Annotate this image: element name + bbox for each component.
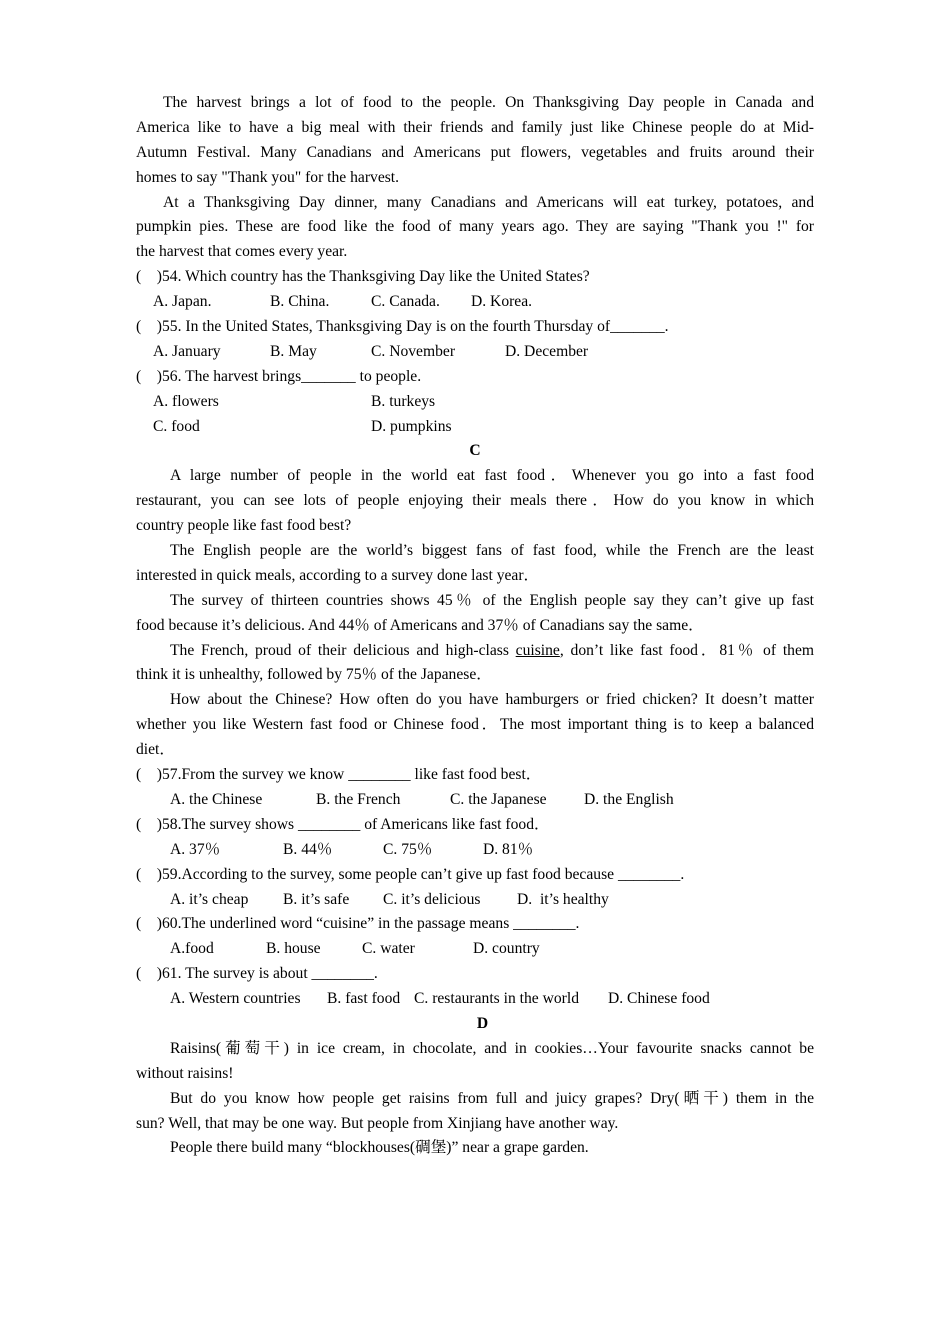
option-b: B. house [266, 940, 321, 958]
passage-line: But do you know how people get raisins from full and juicy grapes? Dry(晒干) them in the [170, 1089, 814, 1107]
passage-line: Autumn Festival. Many Canadians and Americans put flowers, vegetables and fruits around their [136, 143, 814, 161]
option-c: C. restaurants in the world [414, 990, 579, 1008]
option-c: C. 75％ [383, 840, 433, 858]
option-d: D. Korea. [471, 293, 533, 311]
option-d: D. country [473, 940, 540, 958]
option-c: C. Canada. [371, 293, 440, 311]
option-d: D. pumpkins [371, 417, 452, 435]
question-59-stem: ( )59.According to the survey, some people can’t give up fast food because ________. [136, 865, 685, 883]
section-c-heading: C [469, 442, 481, 460]
option-a: A. the Chinese [170, 790, 263, 808]
question-59-options [136, 888, 814, 913]
option-b: B. May [270, 342, 317, 360]
passage-line: food because it’s delicious. And 44％ of Americans and 37％ of Canadians say the same． [136, 616, 704, 634]
passage-line: pumpkin pies. These are food like the food of many years ago. They are saying "Thank you !" for [136, 218, 814, 236]
option-d: D. Chinese food [608, 990, 710, 1008]
question-60-stem: ( )60.The underlined word “cuisine” in the passage means ________. [136, 915, 580, 933]
passage-line: sun? Well, that may be one way. But people from Xinjiang have another way. [136, 1114, 619, 1132]
passage-line: restaurant, you can see lots of people enjoying their meals there．How do you know in which [136, 492, 814, 510]
passage-line: At a Thanksgiving Day dinner, many Canadians and Americans will eat turkey, potatoes, and [163, 193, 814, 211]
passage-line: America like to have a big meal with their friends and family just like Chinese people do at Mid- [136, 118, 814, 136]
option-c: C. the Japanese [450, 790, 547, 808]
passage-line: without raisins! [136, 1064, 234, 1082]
option-b: B. the French [316, 790, 401, 808]
option-c: C. it’s delicious [383, 890, 481, 908]
passage-text: , don’t like fast food．81％ of them [559, 641, 815, 659]
passage-line: The English people are the world’s biggest fans of fast food, while the French are the least [170, 542, 814, 560]
option-a: A. Western countries [170, 990, 301, 1008]
question-56-stem: ( )56. The harvest brings_______ to people. [136, 367, 422, 385]
question-56-options-row2 [136, 415, 814, 440]
option-a: A.food [170, 940, 214, 958]
option-b: B. 44％ [283, 840, 333, 858]
option-b: B. it’s safe [283, 890, 350, 908]
passage-line: A large number of people in the world eat fast food．Whenever you go into a fast food [170, 467, 814, 485]
section-d-heading: D [476, 1014, 489, 1032]
question-55-stem: ( )55. In the United States, Thanksgiving Day is on the fourth Thursday of_______. [136, 318, 669, 336]
worksheet-page [136, 91, 814, 1161]
passage-text: The French, proud of their delicious and high-class [170, 641, 516, 659]
option-b: B. China. [270, 293, 330, 311]
option-c: C. November [371, 342, 456, 360]
option-a: A. January [153, 342, 221, 360]
question-54-options [136, 290, 814, 315]
passage-line: interested in quick meals, according to a survey done last year． [136, 566, 540, 584]
option-d: D. 81％ [483, 840, 534, 858]
question-60-options [136, 937, 814, 962]
passage-line: How about the Chinese? How often do you have hamburgers or fried chicken? It doesn’t matter [170, 691, 814, 709]
option-d: D. December [505, 342, 589, 360]
passage-line: diet． [136, 741, 175, 759]
underlined-word-cuisine: cuisine [515, 641, 560, 659]
question-57-options [136, 788, 814, 813]
question-56-options-row1 [136, 390, 814, 415]
question-55-options [136, 340, 814, 365]
passage-line [136, 639, 814, 664]
option-b: B. fast food [327, 990, 401, 1008]
option-d: D. it’s healthy [517, 890, 609, 908]
option-a: A. flowers [153, 392, 219, 410]
question-58-options [136, 838, 814, 863]
option-b: B. turkeys [371, 392, 436, 410]
passage-line: country people like fast food best? [136, 517, 352, 535]
option-c: C. water [362, 940, 415, 958]
passage-line: Raisins(葡萄干) in ice cream, in chocolate, and in cookies…Your favourite snacks cannot be [170, 1039, 814, 1057]
passage-line: The survey of thirteen countries shows 45％ of the English people say they can’t give up fast [170, 591, 814, 609]
passage-line: think it is unhealthy, followed by 75％ of the Japanese． [136, 666, 492, 684]
passage-line: The harvest brings a lot of food to the people. On Thanksgiving Day people in Canada and [163, 94, 814, 111]
option-a: A. Japan. [153, 293, 212, 311]
question-58-stem: ( )58.The survey shows ________ of Americans like fast food． [136, 815, 550, 833]
option-d: D. the English [584, 790, 674, 808]
option-a: A. it’s cheap [170, 890, 249, 908]
passage-line: whether you like Western fast food or Chinese food．The most important thing is to keep a balanced [136, 716, 814, 734]
passage-line: homes to say "Thank you" for the harvest. [136, 168, 400, 186]
question-61-stem: ( )61. The survey is about ________. [136, 965, 378, 983]
question-57-stem: ( )57.From the survey we know ________ like fast food best． [136, 766, 542, 784]
option-c: C. food [153, 417, 200, 435]
question-61-options [136, 987, 814, 1012]
question-54-stem: ( )54. Which country has the Thanksgiving Day like the United States? [136, 268, 590, 286]
option-a: A. 37％ [170, 840, 221, 858]
passage-line: People there build many “blockhouses(碉堡)” near a grape garden. [170, 1139, 589, 1157]
passage-line: the harvest that comes every year. [136, 243, 348, 261]
